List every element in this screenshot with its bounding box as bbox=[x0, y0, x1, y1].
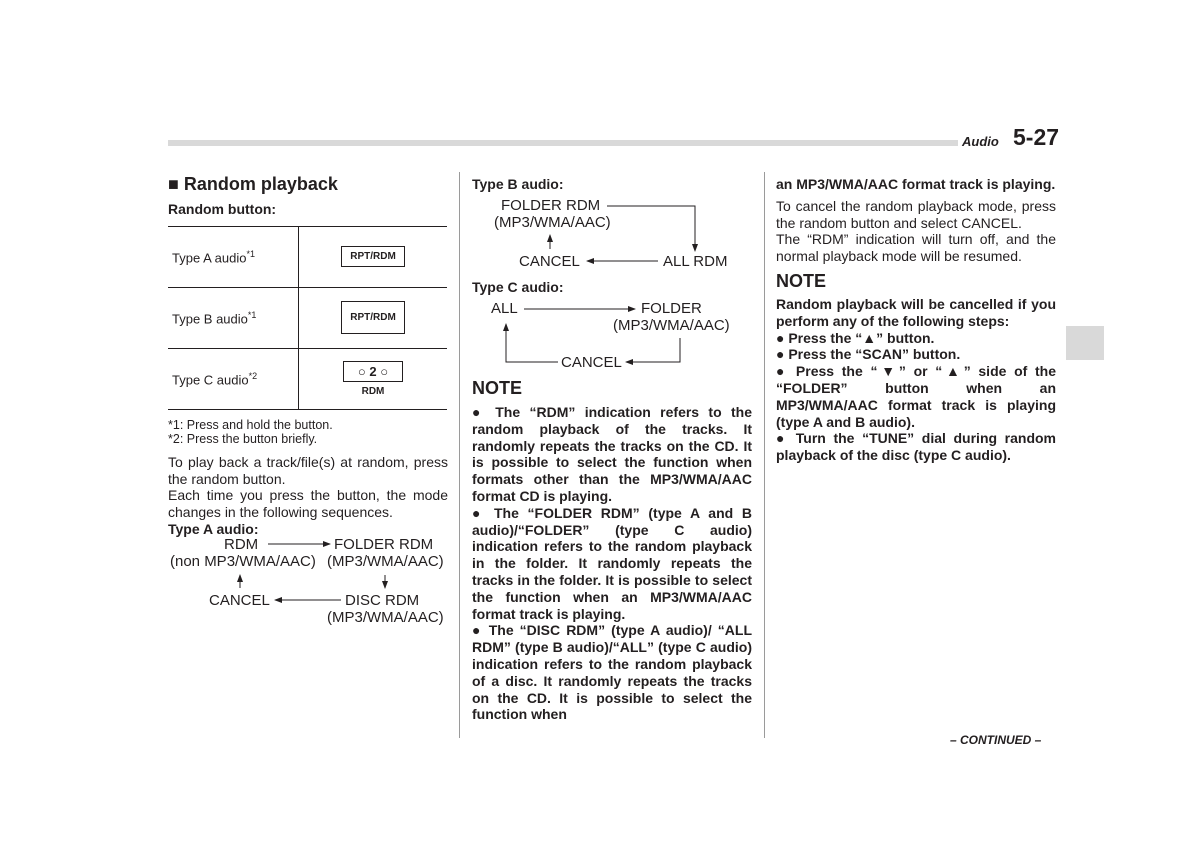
type-b-label: Type B audio: bbox=[472, 176, 564, 192]
footnote-2: *2: Press the button briefly. bbox=[168, 431, 318, 446]
footnote-1: *1: Press and hold the button. bbox=[168, 417, 333, 432]
note-heading: NOTE bbox=[776, 270, 827, 291]
button-illustration bbox=[299, 226, 448, 287]
note-item: ● The “FOLDER RDM” (type A and B audio)/“FOLDER” (type C audio) indication refers to the random playback in the folder. It randomly repeats the tracks in the folder. It is possible to select the function when an MP3/WMA/AAC format track is playing. bbox=[472, 504, 752, 622]
column-3 bbox=[776, 176, 1056, 464]
diag-c-all: ALL bbox=[491, 300, 518, 317]
note-intro: Random playback will be cancelled if you perform any of the following steps: bbox=[776, 295, 1056, 329]
diag-a-rdm: RDM bbox=[224, 536, 259, 553]
table-row bbox=[168, 226, 447, 287]
note-block bbox=[472, 378, 752, 723]
paragraph: Each time you press the button, the mode changes in the following sequences. bbox=[168, 487, 448, 521]
column-divider bbox=[764, 172, 765, 738]
page-number: 5-27 bbox=[1013, 124, 1060, 150]
type-b-arrows bbox=[470, 195, 760, 275]
rpt-rdm-button: RPT/RDM bbox=[341, 301, 405, 334]
diag-b-cancel: CANCEL bbox=[519, 253, 580, 270]
note-step: ● Press the “SCAN” button. bbox=[776, 346, 961, 363]
paragraph: The “RDM” indication will turn off, and the normal playback mode will be resumed. bbox=[776, 231, 1056, 265]
note-step: ● Turn the “TUNE” dial during random playback of the disc (type C audio). bbox=[776, 430, 1056, 464]
rpt-rdm-button: RPT/RDM bbox=[341, 246, 405, 267]
diag-a-folder: FOLDER RDM bbox=[334, 536, 434, 553]
column-2 bbox=[472, 176, 752, 193]
diag-a-cancel: CANCEL bbox=[209, 592, 270, 609]
diag-b-folder: FOLDER RDM bbox=[501, 197, 601, 214]
heading-text: Random playback bbox=[183, 174, 338, 194]
diag-c-cancel: CANCEL bbox=[561, 354, 622, 371]
diag-a-disc-sub: (MP3/WMA/AAC) bbox=[327, 609, 444, 626]
rdm-caption: RDM bbox=[361, 385, 385, 397]
type-c-label: Type C audio: bbox=[472, 279, 564, 295]
preset-2-button: ○ 2 ○ bbox=[343, 361, 403, 382]
diag-a-folder-sub: (MP3/WMA/AAC) bbox=[327, 553, 444, 570]
diag-b-all: ALL RDM bbox=[663, 253, 728, 270]
row-label: Type C audio$^{*2}$ bbox=[168, 348, 299, 409]
table-row bbox=[168, 287, 447, 348]
header-bar bbox=[168, 140, 958, 146]
note-step: ● Press the “▲” button. bbox=[776, 329, 935, 346]
note-item: ● The “RDM” indication refers to the random playback of the tracks. It randomly repeats the tracks on the CD. It is possible to select the function when formats other than the MP3/WMA/AAC format CD is playing. bbox=[472, 404, 752, 504]
note-item: ● The “DISC RDM” (type A audio)/ “ALL RDM” (type B audio)/“ALL” (type C audio) indication refers to the random playback of a disc. It randomly repeats the tracks on the CD. It is possible to select the function when bbox=[472, 622, 752, 723]
paragraph: To cancel the random playback mode, press the random button and select CANCEL. bbox=[776, 197, 1056, 231]
note-heading: NOTE bbox=[472, 378, 523, 398]
continued-footer: – CONTINUED – bbox=[950, 733, 1042, 747]
note-step: ● Press the “▼” or “▲” side of the “FOLDER” button when an MP3/WMA/AAC format track is playing (type A and B audio). bbox=[776, 363, 1056, 430]
button-illustration bbox=[299, 348, 448, 409]
row-label: Type A audio$^{*1}$ bbox=[168, 226, 299, 287]
column-divider bbox=[459, 172, 460, 738]
chapter-tab bbox=[1066, 326, 1104, 360]
diag-a-disc: DISC RDM bbox=[345, 592, 420, 609]
type-c-arrows bbox=[470, 298, 760, 378]
row-label: Type B audio$^{*1}$ bbox=[168, 287, 299, 348]
random-button-label: Random button: bbox=[168, 201, 277, 217]
type-a-arrows bbox=[160, 530, 455, 630]
heading-marker: ■ bbox=[168, 174, 179, 194]
type-c-label-wrap bbox=[472, 279, 752, 296]
type-a-label: Type A audio: bbox=[168, 520, 259, 537]
diag-c-folder-sub: (MP3/WMA/AAC) bbox=[613, 317, 730, 334]
paragraph: To play back a track/file(s) at random, press the random button. bbox=[168, 453, 448, 487]
button-table bbox=[168, 226, 447, 410]
diag-c-folder: FOLDER bbox=[641, 300, 702, 317]
column-1 bbox=[168, 174, 448, 538]
continued-text: an MP3/WMA/AAC format track is playing. bbox=[776, 176, 1056, 192]
button-illustration bbox=[299, 287, 448, 348]
table-row bbox=[168, 348, 447, 409]
diag-a-rdm-sub: (non MP3/WMA/AAC) bbox=[170, 553, 316, 570]
diag-b-folder-sub: (MP3/WMA/AAC) bbox=[494, 214, 611, 231]
section-heading bbox=[168, 174, 448, 195]
section-title: Audio bbox=[962, 134, 999, 149]
